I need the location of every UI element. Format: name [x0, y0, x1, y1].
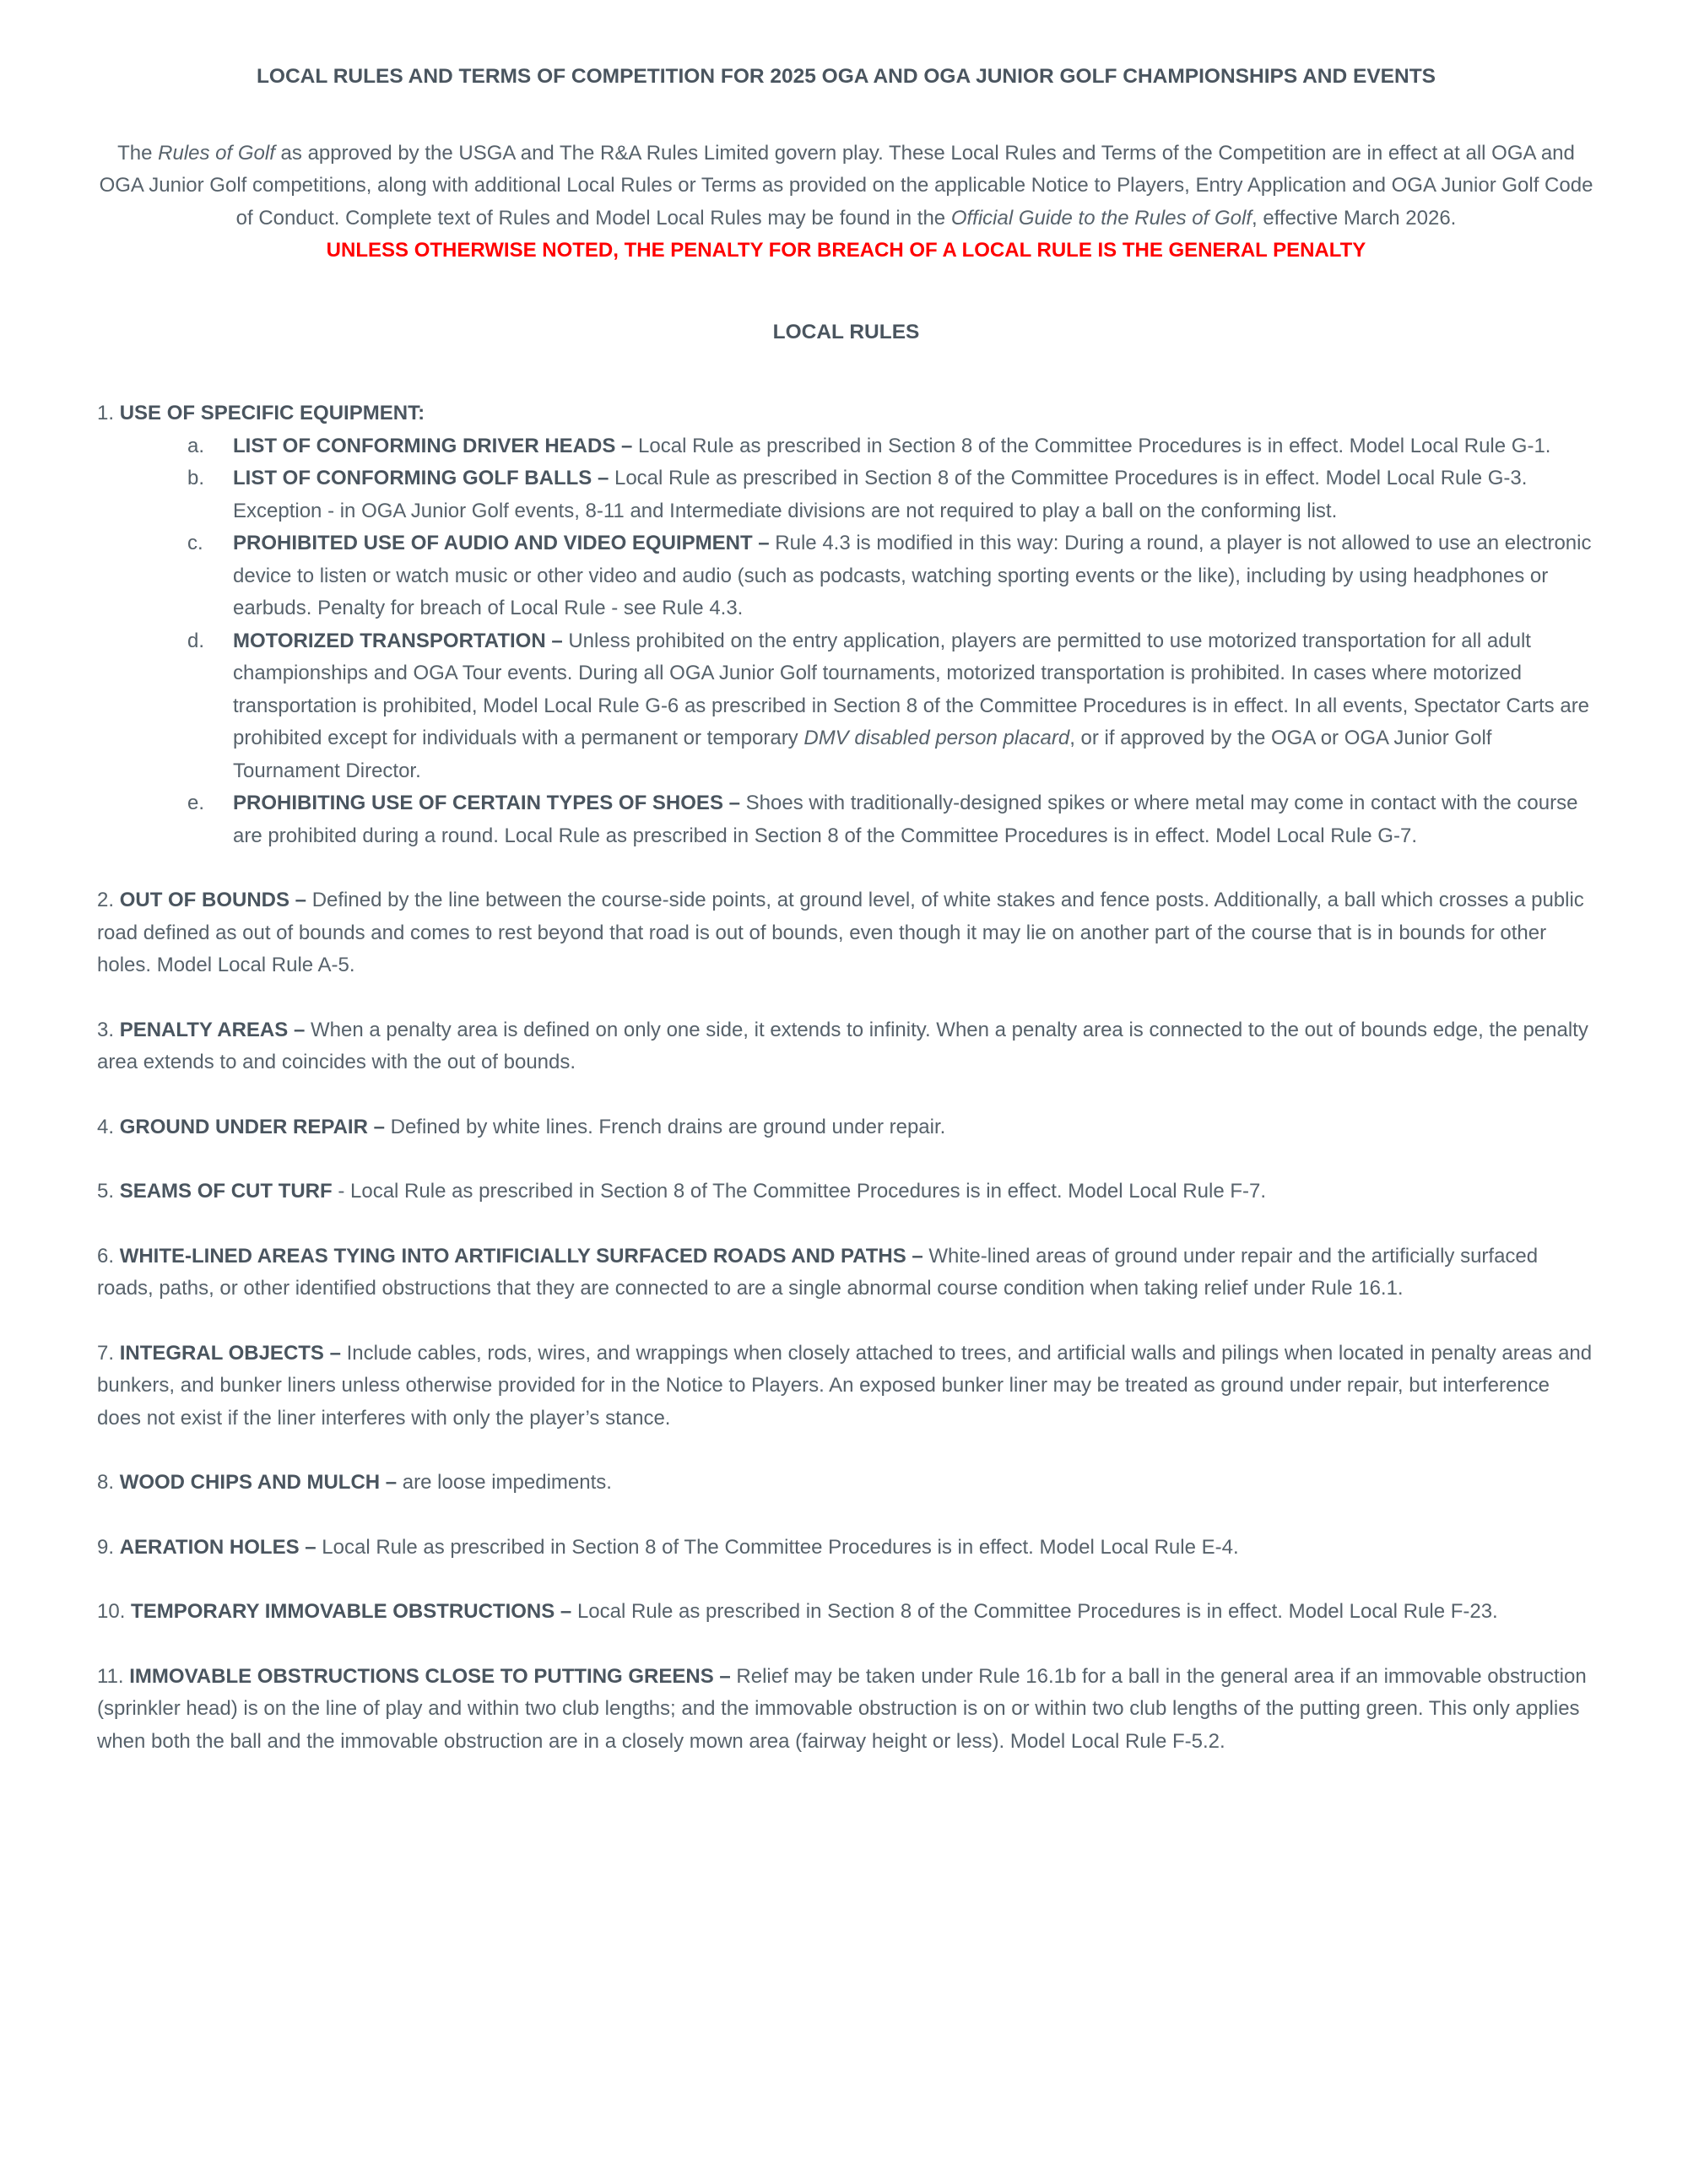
rule-label: SEAMS OF CUT TURF — [119, 1180, 333, 1203]
rule-number: 9. — [97, 1535, 120, 1559]
rule-number: 11. — [97, 1664, 130, 1688]
item-label: LIST OF CONFORMING DRIVER HEADS – — [233, 434, 633, 457]
rule-label: USE OF SPECIFIC EQUIPMENT: — [119, 402, 425, 424]
rule-4 — [97, 1111, 1595, 1144]
rule-3 — [97, 1014, 1595, 1079]
rule-text: White-lined areas of ground under repair and the artificially surfaced roads, paths, or other identified obstructions that they are connected to are a single abnormal course condition when taking relief under Rule 16.1. — [97, 1244, 1539, 1300]
list-marker: c. — [187, 532, 203, 554]
rule-10 — [97, 1596, 1595, 1629]
rule-text: Local Rule as prescribed in Section 8 of the Committee Procedures is in effect. Model Local Rule F-23. — [571, 1600, 1498, 1623]
rule-label: IMMOVABLE OBSTRUCTIONS CLOSE TO PUTTING GREENS – — [129, 1664, 731, 1688]
intro-paragraph — [97, 138, 1595, 235]
local-rules-heading: LOCAL RULES — [772, 320, 920, 343]
list-item-a — [187, 430, 1595, 463]
rule-1-heading — [97, 397, 1595, 430]
list-marker: e. — [187, 792, 205, 814]
rule-text: Local Rule as prescribed in Section 8 of The Committee Procedures is in effect. Model Local Rule E-4. — [316, 1535, 1239, 1559]
penalty-notice: UNLESS OTHERWISE NOTED, THE PENALTY FOR BREACH OF A LOCAL RULE IS THE GENERAL PENALTY — [326, 239, 1366, 262]
list-item-b — [187, 462, 1595, 527]
rule-6 — [97, 1241, 1595, 1306]
rule-number: 7. — [97, 1341, 120, 1365]
rule-text: Include cables, rods, wires, and wrappings when closely attached to trees, and artificial walls and pilings when located in penalty areas and bunkers, and bunker liners unless otherwise provided for in the Notice to Players. An exposed bunker liner may be treated as ground under repair, but interference does not exist if the liner interferes with only the player’s stance. — [97, 1341, 1593, 1430]
rule-text: When a penalty area is defined on only one side, it extends to infinity. When a penalty area is connected to the out of bounds edge, the penalty area extends to and coincides with the out of bounds. — [97, 1018, 1588, 1073]
rule-text: - Local Rule as prescribed in Section 8 of The Committee Procedures is in effect. Model Local Rule F-7. — [332, 1180, 1266, 1203]
list-item-body — [233, 430, 1595, 463]
item-label: LIST OF CONFORMING GOLF BALLS – — [233, 467, 609, 489]
rule-5 — [97, 1176, 1595, 1208]
rule-number: 1. — [97, 402, 120, 424]
item-text: Local Rule as prescribed in Section 8 of the Committee Procedures is in effect. Model Local Rule G-1. — [632, 434, 1551, 457]
item-label: PROHIBITING USE OF CERTAIN TYPES OF SHOES – — [233, 792, 740, 814]
rule-number: 4. — [97, 1115, 120, 1138]
list-item-c — [187, 527, 1595, 625]
list-marker: b. — [187, 467, 205, 489]
rule-label: WHITE-LINED AREAS TYING INTO ARTIFICIALLY SURFACED ROADS AND PATHS – — [119, 1244, 923, 1268]
list-marker: d. — [187, 629, 205, 652]
item-text: Shoes with traditionally-designed spikes or where metal may come in contact with the course are prohibited during a round. Local Rule as prescribed in Section 8 of the Committee Procedures is in effect. Model Local Rule G-7. — [233, 792, 1578, 847]
rule-11 — [97, 1661, 1595, 1759]
intro-text-2: as approved by the USGA and The R&A Rules Limited govern play. These Local Rules and Terms of the Competition are in effect at all OGA and OGA Junior Golf competitions, along with additional Local Rules or Terms as provided on the applicable Notice to Players, Entry Application and OGA Junior Golf Code of Conduct. Complete text of Rules and Model Local Rules may be found in the — [99, 141, 1593, 230]
rule-8 — [97, 1467, 1595, 1500]
rule-7 — [97, 1338, 1595, 1435]
rule-9 — [97, 1532, 1595, 1565]
rule-number: 3. — [97, 1018, 120, 1041]
list-item-body — [233, 462, 1595, 527]
list-marker: a. — [187, 434, 205, 457]
rule-label: GROUND UNDER REPAIR – — [119, 1115, 385, 1138]
rule-text: Defined by the line between the course-side points, at ground level, of white stakes and fence posts. Additionally, a ball which crosses a public road defined as out of bounds and comes to rest beyond that road is out of bounds, even though it may lie on another part of the course that is in bounds for other holes. Model Local Rule A-5. — [97, 889, 1584, 976]
intro-italic-official-guide: Official Guide to the Rules of Golf — [950, 206, 1252, 230]
item-label: MOTORIZED TRANSPORTATION – — [233, 629, 563, 652]
rule-number: 5. — [97, 1180, 120, 1203]
list-item-e — [187, 787, 1595, 852]
intro-text-1: The — [117, 141, 159, 165]
item-label: PROHIBITED USE OF AUDIO AND VIDEO EQUIPMENT – — [233, 532, 770, 554]
rule-number: 2. — [97, 889, 120, 911]
rule-number: 6. — [97, 1244, 120, 1268]
list-item-body — [233, 787, 1595, 852]
item-text-pre: Unless prohibited on the entry application, players are permitted to use motorized transportation for all adult championships and OGA Tour events. During all OGA Junior Golf tournaments, motorized transportation is prohibited. In cases where motorized transportation is prohibited, Model Local Rule G-6 as prescribed in Section 8 of the Committee Procedures is in effect. In all events, Spectator Carts are prohibited except for individuals with a permanent or temporary — [233, 629, 1590, 749]
list-item-body — [233, 527, 1595, 625]
item-text-post: , or if approved by the OGA or OGA Junior Golf Tournament Director. — [233, 727, 1492, 782]
rule-label: TEMPORARY IMMOVABLE OBSTRUCTIONS – — [131, 1600, 572, 1623]
rule-label: PENALTY AREAS – — [119, 1018, 306, 1041]
item-text: Rule 4.3 is modified in this way: During a round, a player is not allowed to use an electronic device to listen or watch music or other video and audio (such as podcasts, watching sporting events or the like), including by using headphones or earbuds. Penalty for breach of Local Rule - see Rule 4.3. — [233, 532, 1592, 619]
rule-text: are loose impediments. — [397, 1471, 612, 1494]
rule-label: OUT OF BOUNDS – — [119, 889, 307, 911]
rule-label: INTEGRAL OBJECTS – — [119, 1341, 341, 1365]
rule-2 — [97, 884, 1595, 982]
intro-italic-rules-of-golf: Rules of Golf — [158, 141, 275, 165]
rule-text: Defined by white lines. French drains are ground under repair. — [384, 1115, 946, 1138]
rule-label: AERATION HOLES – — [119, 1535, 316, 1559]
rule-number: 8. — [97, 1471, 120, 1494]
rule-text: Relief may be taken under Rule 16.1b for a ball in the general area if an immovable obstruction (sprinkler head) is on the line of play and within two club lengths; and the immovable obstruction is on or within two club lengths of the putting green. This only applies when both the ball and the immovable obstruction are in a closely mown area (fairway height or less). Model Local Rule F-5.2. — [97, 1664, 1587, 1753]
rule-label: WOOD CHIPS AND MULCH – — [119, 1471, 398, 1494]
rule-number: 10. — [97, 1600, 132, 1623]
rule-1-items — [97, 430, 1595, 853]
list-item-d — [187, 625, 1595, 788]
intro-text-3: , effective March 2026. — [1251, 206, 1457, 230]
list-item-body — [233, 625, 1595, 788]
item-text-italic-dmv-placard: DMV disabled person placard — [803, 727, 1070, 749]
page-title: LOCAL RULES AND TERMS OF COMPETITION FOR 2025 OGA AND OGA JUNIOR GOLF CHAMPIONSHIPS AND EVENTS — [256, 65, 1436, 88]
item-text: Local Rule as prescribed in Section 8 of the Committee Procedures is in effect. Model Local Rule G-3. Exception - in OGA Junior Golf events, 8-11 and Intermediate divisions are not required to play a ball on the conforming list. — [233, 467, 1528, 522]
